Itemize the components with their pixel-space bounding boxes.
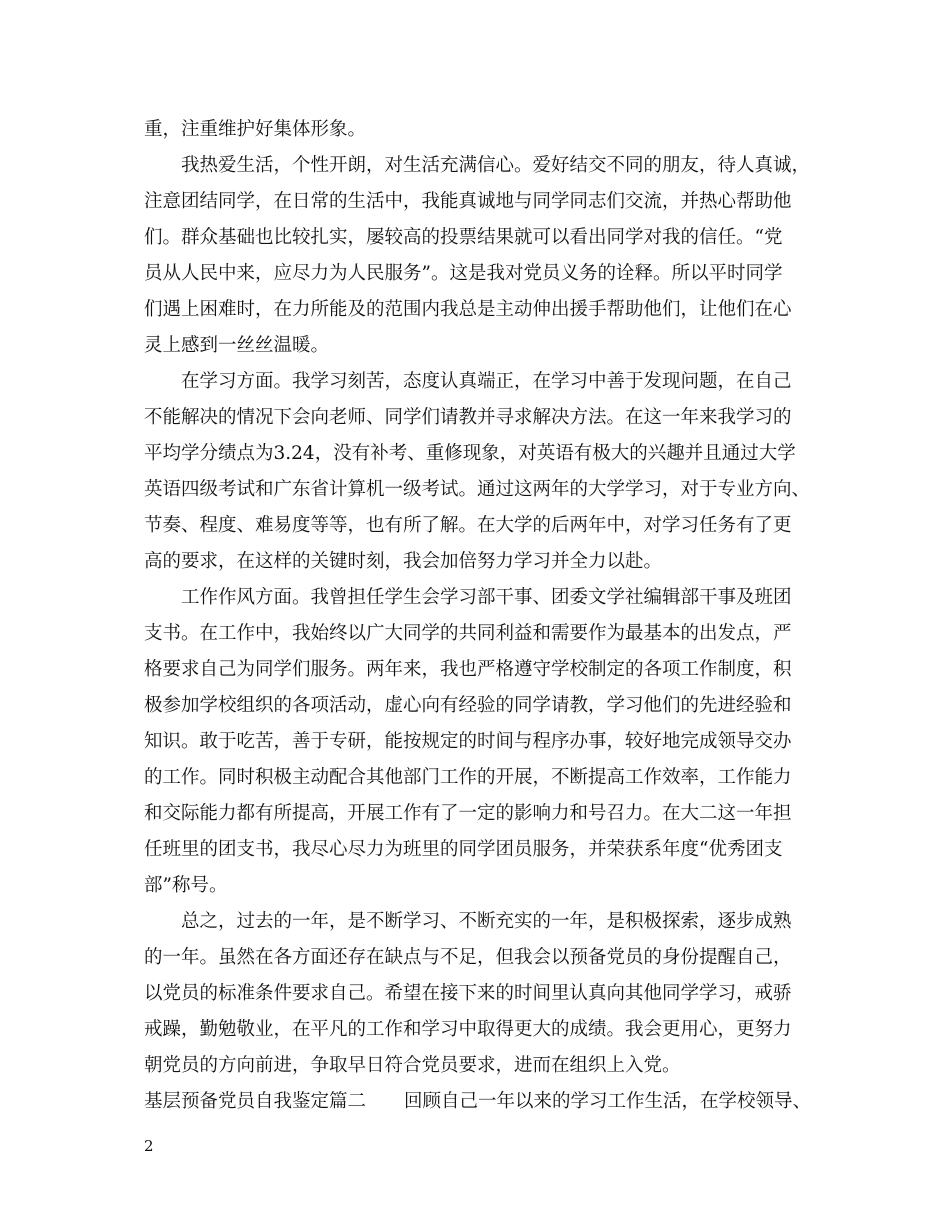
page-number: 2 — [144, 1137, 154, 1155]
paragraph-line: 在学习方面。我学习刻苦，态度认真端正，在学习中善于发现问题，在自己 — [181, 371, 792, 392]
paragraph-line: 戒躁，勤勉敬业，在平凡的工作和学习中取得更大的成绩。我会更用心，更努力 — [144, 1019, 792, 1040]
paragraph-line: 的一年。虽然在各方面还存在缺点与不足，但我会以预备党员的身份提醒自己， — [144, 947, 792, 968]
paragraph-line: 极参加学校组织的各项活动，虚心向有经验的同学请教，学习他们的先进经验和 — [144, 695, 792, 716]
section-heading-line — [144, 1084, 824, 1120]
paragraph-line: 注意团结同学，在日常的生活中，我能真诚地与同学同志们交流，并热心帮助他 — [144, 191, 792, 212]
paragraph-line: 格要求自己为同学们服务。两年来，我也严格遵守学校制定的各项工作制度，积 — [144, 659, 792, 680]
paragraph-line: 高的要求，在这样的关键时刻，我会加倍努力学习并全力以赴。 — [144, 551, 663, 572]
paragraph-line: 和交际能力都有所提高，开展工作有了一定的影响力和号召力。在大二这一年担 — [144, 803, 792, 824]
paragraph-line: 我热爱生活，个性开朗，对生活充满信心。爱好结交不同的朋友，待人真诚， — [181, 155, 811, 176]
paragraph-line: 以党员的标准条件要求自己。希望在接下来的时间里认真向其他同学学习，戒骄 — [144, 983, 792, 1004]
paragraph-line: 平均学分绩点为3.24，没有补考、重修现象，对英语有极大的兴趣并且通过大学 — [144, 443, 796, 464]
section-heading: 基层预备党员自我鉴定篇二 — [144, 1091, 367, 1112]
paragraph-line: 部”称号。 — [144, 875, 228, 896]
paragraph-line: 任班里的团支书，我尽心尽力为班里的同学团员服务，并荣获系年度“优秀团支 — [144, 839, 783, 860]
paragraph-line: 工作作风方面。我曾担任学生会学习部干事、团委文学社编辑部干事及班团 — [181, 587, 792, 608]
paragraph-line: 员从人民中来，应尽力为人民服务”。这是我对党员义务的诠释。所以平时同学 — [144, 263, 783, 284]
paragraph-line: 们。群众基础也比较扎实，屡较高的投票结果就可以看出同学对我的信任。“党 — [144, 227, 783, 248]
paragraph-line: 灵上感到一丝丝温暖。 — [144, 335, 330, 356]
paragraph-line: 的工作。同时积极主动配合其他部门工作的开展，不断提高工作效率，工作能力 — [144, 767, 792, 788]
paragraph-line: 们遇上困难时，在力所能及的范围内我总是主动伸出援手帮助他们，让他们在心 — [144, 299, 792, 320]
document-body — [144, 112, 824, 1120]
paragraph-line: 英语四级考试和广东省计算机一级考试。通过这两年的大学学习，对于专业方向、 — [144, 479, 811, 500]
paragraph-line: 支书。在工作中，我始终以广大同学的共同利益和需要作为最基本的出发点，严 — [144, 623, 792, 644]
paragraph-line: 重，注重维护好集体形象。 — [144, 119, 367, 140]
paragraph-line: 知识。敢于吃苦，善于专研，能按规定的时间与程序办事，较好地完成领导交办 — [144, 731, 792, 752]
paragraph-line: 朝党员的方向前进，争取早日符合党员要求，进而在组织上入党。 — [144, 1055, 681, 1076]
paragraph-line: 总之，过去的一年，是不断学习、不断充实的一年，是积极探索，逐步成熟 — [181, 911, 792, 932]
paragraph-line: 节奏、程度、难易度等等，也有所了解。在大学的后两年中，对学习任务有了更 — [144, 515, 792, 536]
section-first-line: 回顾自己一年以来的学习工作生活，在学校领导、 — [404, 1091, 812, 1112]
paragraph-line: 不能解决的情况下会向老师、同学们请教并寻求解决方法。在这一年来我学习的 — [144, 407, 792, 428]
